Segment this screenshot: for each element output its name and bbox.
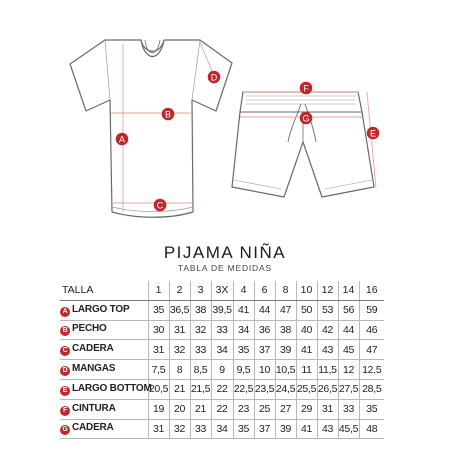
measure-value-cell: 39,5 bbox=[211, 300, 233, 320]
measure-label-cell bbox=[60, 360, 148, 380]
measure-value-cell: 10 bbox=[254, 360, 275, 380]
measure-value-cell: 36,5 bbox=[169, 300, 190, 320]
page-title: PIJAMA NIÑA bbox=[163, 243, 287, 262]
measure-value-cell: 8,5 bbox=[190, 360, 211, 380]
measure-value-cell: 47 bbox=[359, 340, 384, 360]
size-chart-table bbox=[60, 281, 384, 439]
measure-value-cell: 42 bbox=[317, 320, 338, 340]
measure-value-cell: 44 bbox=[338, 320, 359, 340]
measure-value-cell: 48 bbox=[359, 419, 384, 439]
measure-label-cell bbox=[60, 379, 152, 399]
measure-label: LARGO TOP bbox=[72, 303, 130, 315]
measure-value-cell: 20,5 bbox=[148, 379, 169, 399]
measure-value-cell: 44 bbox=[254, 300, 275, 320]
size-header-cell: 4 bbox=[233, 281, 254, 300]
svg-text:F: F bbox=[303, 83, 309, 94]
marker-a bbox=[116, 133, 129, 146]
measure-marker-badge: A bbox=[60, 307, 70, 317]
table-row bbox=[60, 340, 384, 360]
measure-value-cell: 38 bbox=[275, 320, 296, 340]
measure-value-cell: 33 bbox=[190, 340, 211, 360]
measure-value-cell: 21 bbox=[190, 399, 211, 419]
measure-value-cell: 24,5 bbox=[275, 379, 296, 399]
marker-f bbox=[300, 82, 313, 95]
measure-value-cell: 39 bbox=[275, 340, 296, 360]
table-row bbox=[60, 419, 384, 439]
measure-value-cell: 35 bbox=[148, 300, 169, 320]
measure-label: CADERA bbox=[72, 343, 114, 355]
marker-c bbox=[154, 199, 167, 212]
measure-value-cell: 43 bbox=[317, 340, 338, 360]
measure-value-cell: 31 bbox=[317, 399, 338, 419]
svg-text:A: A bbox=[118, 134, 126, 145]
table-row bbox=[60, 360, 384, 380]
measure-value-cell: 56 bbox=[338, 300, 359, 320]
tshirt-illustration bbox=[70, 40, 232, 217]
measure-value-cell: 22 bbox=[211, 379, 233, 399]
measure-value-cell: 35 bbox=[233, 340, 254, 360]
measure-value-cell: 33 bbox=[190, 419, 211, 439]
measure-value-cell: 23 bbox=[233, 399, 254, 419]
measure-value-cell: 8 bbox=[169, 360, 190, 380]
table-row bbox=[60, 399, 384, 419]
size-header-cell: 1 bbox=[148, 281, 169, 300]
measure-label: CADERA bbox=[72, 422, 114, 434]
measure-label-cell bbox=[60, 300, 148, 320]
measure-value-cell: 41 bbox=[233, 300, 254, 320]
measure-value-cell: 37 bbox=[254, 340, 275, 360]
measure-value-cell: 34 bbox=[211, 419, 233, 439]
measure-value-cell: 27,5 bbox=[338, 379, 359, 399]
measure-value-cell: 59 bbox=[359, 300, 384, 320]
svg-text:D: D bbox=[210, 72, 218, 83]
size-header-cell: 3X bbox=[211, 281, 233, 300]
measure-marker-badge: F bbox=[60, 406, 70, 416]
measure-value-cell: 25,5 bbox=[296, 379, 317, 399]
size-header-cell: 2 bbox=[169, 281, 190, 300]
measure-value-cell: 23,5 bbox=[254, 379, 275, 399]
size-header-cell: 8 bbox=[275, 281, 296, 300]
size-header-label: TALLA bbox=[60, 281, 148, 300]
measure-value-cell: 43 bbox=[317, 419, 338, 439]
measure-value-cell: 47 bbox=[275, 300, 296, 320]
measure-value-cell: 21,5 bbox=[190, 379, 211, 399]
measure-value-cell: 10,5 bbox=[275, 360, 296, 380]
measure-value-cell: 31 bbox=[169, 320, 190, 340]
marker-d bbox=[208, 71, 221, 84]
measure-value-cell: 41 bbox=[296, 419, 317, 439]
measure-value-cell: 7,5 bbox=[148, 360, 169, 380]
measure-value-cell: 36 bbox=[254, 320, 275, 340]
size-header-cell: 12 bbox=[317, 281, 338, 300]
measure-value-cell: 20 bbox=[169, 399, 190, 419]
measure-value-cell: 45 bbox=[338, 340, 359, 360]
measure-label: LARGO BOTTOM bbox=[72, 382, 152, 394]
measure-marker-badge: C bbox=[60, 346, 70, 356]
measure-value-cell: 9,5 bbox=[233, 360, 254, 380]
measure-value-cell: 35 bbox=[359, 399, 384, 419]
size-header-cell: 14 bbox=[338, 281, 359, 300]
shorts-illustration bbox=[232, 92, 377, 197]
measure-value-cell: 39 bbox=[275, 419, 296, 439]
measure-value-cell: 46 bbox=[359, 320, 384, 340]
measure-value-cell: 37 bbox=[254, 419, 275, 439]
measure-marker-badge: B bbox=[60, 326, 70, 336]
measure-value-cell: 34 bbox=[233, 320, 254, 340]
measure-label-cell bbox=[60, 340, 148, 360]
measure-label-cell bbox=[60, 320, 148, 340]
measure-value-cell: 9 bbox=[211, 360, 233, 380]
svg-text:E: E bbox=[369, 128, 377, 139]
measure-value-cell: 30 bbox=[148, 320, 169, 340]
size-header-cell: 3 bbox=[190, 281, 211, 300]
measure-label: PECHO bbox=[72, 323, 107, 335]
measure-marker-badge: E bbox=[60, 386, 70, 396]
measure-value-cell: 31 bbox=[148, 419, 169, 439]
svg-text:G: G bbox=[302, 113, 310, 124]
measure-marker-badge: D bbox=[60, 366, 70, 376]
table-row bbox=[60, 300, 384, 320]
measure-value-cell: 32 bbox=[169, 419, 190, 439]
table-row bbox=[60, 320, 384, 340]
measure-label: CINTURA bbox=[72, 402, 116, 414]
measure-value-cell: 34 bbox=[211, 340, 233, 360]
measure-value-cell: 53 bbox=[317, 300, 338, 320]
measure-marker-badge: G bbox=[60, 425, 70, 435]
measure-value-cell: 26,5 bbox=[317, 379, 338, 399]
measure-value-cell: 50 bbox=[296, 300, 317, 320]
table-header-row bbox=[60, 281, 384, 300]
measure-value-cell: 22 bbox=[211, 399, 233, 419]
measure-value-cell: 29 bbox=[296, 399, 317, 419]
measure-value-cell: 32 bbox=[190, 320, 211, 340]
measure-value-cell: 25 bbox=[254, 399, 275, 419]
marker-b bbox=[162, 108, 175, 121]
measure-value-cell: 38 bbox=[190, 300, 211, 320]
measure-value-cell: 40 bbox=[296, 320, 317, 340]
measure-value-cell: 22,5 bbox=[233, 379, 254, 399]
measure-value-cell: 11 bbox=[296, 360, 317, 380]
measure-label-cell bbox=[60, 399, 148, 419]
measure-value-cell: 32 bbox=[169, 340, 190, 360]
page-subtitle: TABLA DE MEDIDAS bbox=[178, 263, 272, 273]
measure-label-cell bbox=[60, 419, 148, 439]
svg-text:B: B bbox=[164, 109, 172, 120]
measure-value-cell: 28,5 bbox=[359, 379, 384, 399]
measure-value-cell: 11,5 bbox=[317, 360, 338, 380]
table-row bbox=[60, 379, 384, 399]
measure-value-cell: 31 bbox=[148, 340, 169, 360]
measure-value-cell: 33 bbox=[211, 320, 233, 340]
measure-value-cell: 12 bbox=[338, 360, 359, 380]
size-header-cell: 6 bbox=[254, 281, 275, 300]
measure-value-cell: 35 bbox=[233, 419, 254, 439]
measure-value-cell: 27 bbox=[275, 399, 296, 419]
marker-g bbox=[300, 112, 313, 125]
marker-e bbox=[367, 127, 380, 140]
size-chart-body bbox=[60, 281, 384, 439]
measure-value-cell: 41 bbox=[296, 340, 317, 360]
measure-value-cell: 33 bbox=[338, 399, 359, 419]
measure-value-cell: 19 bbox=[148, 399, 169, 419]
measure-label: MANGAS bbox=[72, 363, 116, 375]
svg-text:C: C bbox=[156, 200, 164, 211]
size-header-cell: 16 bbox=[359, 281, 384, 300]
size-header-cell: 10 bbox=[296, 281, 317, 300]
measure-value-cell: 12,5 bbox=[359, 360, 384, 380]
measure-value-cell: 21 bbox=[169, 379, 190, 399]
measure-value-cell: 45,5 bbox=[338, 419, 359, 439]
